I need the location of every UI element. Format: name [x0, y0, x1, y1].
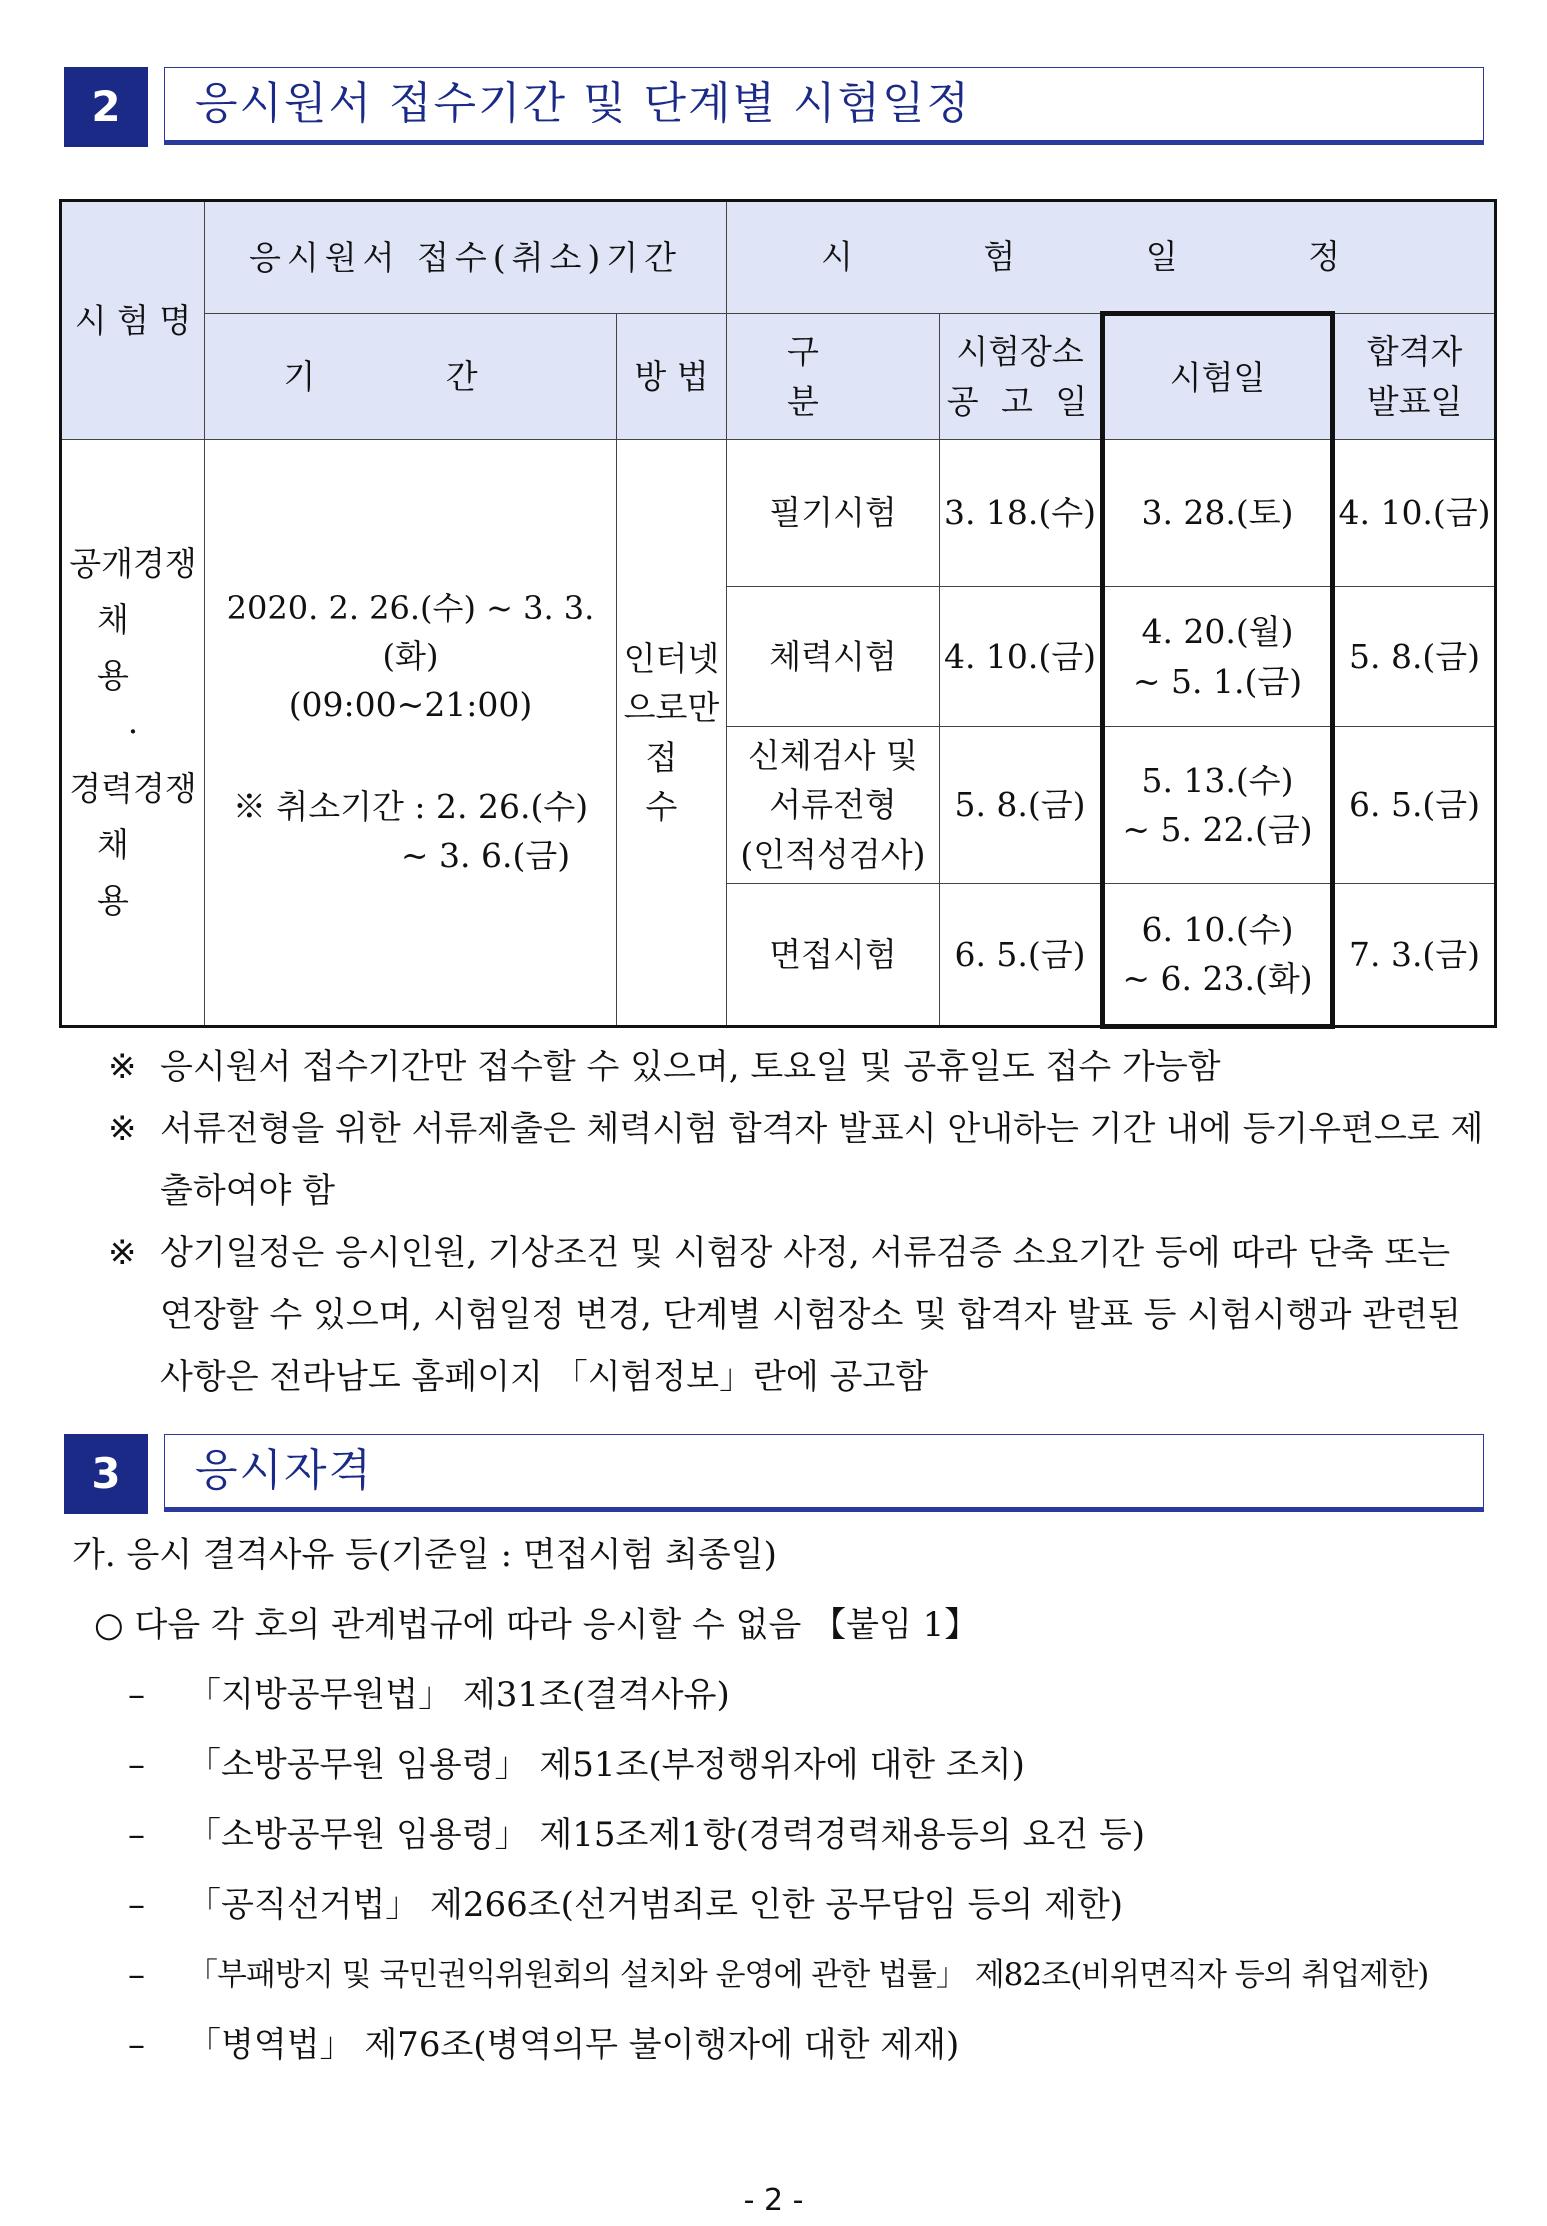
law-item: – 「병역법」 제76조(병역의무 불이행자에 대한 제재)	[72, 2010, 1492, 2080]
section-3-title: 응시자격	[164, 1434, 1484, 1512]
law-text: 「소방공무원 임용령」 제15조제1항(경력경력채용등의 요건 등)	[187, 1815, 1146, 1855]
qualification-body	[72, 1520, 1492, 2080]
section-3-header	[64, 1434, 1484, 1514]
law-text: 「부패방지 및 국민권익위원회의 설치와 운영에 관한 법률」 제82조(비위면직자 등의 취업제한)	[187, 1957, 1429, 1993]
exam-name-line: 경력경쟁	[69, 768, 197, 808]
header-exam-name: 시 험 명	[61, 201, 205, 440]
law-text: 「공직선거법」 제266조(선거범죄로 인한 공무담임 등의 제한)	[187, 1885, 1124, 1925]
law-item: – 「지방공무원법」 제31조(결격사유)	[72, 1660, 1492, 1730]
category-line: (인적성검사)	[740, 834, 926, 874]
header-venue-line2: 공 고 일	[946, 381, 1094, 421]
category-medical	[727, 727, 940, 884]
category-line: 서류전형	[769, 785, 897, 825]
method-cell	[617, 440, 727, 1027]
law-item: – 「소방공무원 임용령」 제51조(부정행위자에 대한 조치)	[72, 1730, 1492, 1800]
circle-item: ○ 다음 각 호의 관계법규에 따라 응시할 수 없음 【붙임 1】	[94, 1605, 979, 1645]
header-period: 기 간	[205, 314, 617, 440]
exam-name-cell	[61, 440, 205, 1027]
exam-date-interview	[1103, 884, 1333, 1027]
section-2-title: 응시원서 접수기간 및 단계별 시험일정	[164, 67, 1484, 145]
note-mark: ※	[108, 1109, 137, 1149]
header-venue-notice	[940, 314, 1103, 440]
note-text: 서류전형을 위한 서류제출은 체력시험 합격자 발표시 안내하는 기간 내에 등기우편으로 제출하여야 함	[160, 1109, 1484, 1211]
exam-date-line: ~ 5. 22.(금)	[1122, 810, 1313, 849]
law-item: – 「공직선거법」 제266조(선거범죄로 인한 공무담임 등의 제한)	[72, 1870, 1492, 1940]
law-text: 「지방공무원법」 제31조(결격사유)	[187, 1675, 730, 1715]
exam-schedule-table	[59, 199, 1497, 1029]
exam-date-line: 4. 20.(월)	[1141, 612, 1294, 651]
category-written: 필기시험	[727, 440, 940, 587]
section-2-header	[64, 67, 1484, 147]
header-result-date	[1333, 314, 1496, 440]
venue-physical: 4. 10.(금)	[940, 587, 1103, 727]
exam-date-medical	[1103, 727, 1333, 884]
category-line: 신체검사 및	[748, 735, 918, 775]
note-text: 상기일정은 응시인원, 기상조건 및 시험장 사정, 서류검증 소요기간 등에 따라 단축 또는 연장할 수 있으며, 시험일정 변경, 단계별 시험장소 및 합격자 발표 등 시험시행과 관련된 사항은 전라남도 홈페이지 「시험정보」란에 공고함	[160, 1233, 1461, 1397]
result-written: 4. 10.(금)	[1333, 440, 1496, 587]
venue-medical: 5. 8.(금)	[940, 727, 1103, 884]
page-number: - 2 -	[743, 2183, 804, 2218]
cancel-period-line2: ~ 3. 6.(금)	[400, 836, 571, 876]
method-line: 접 수	[645, 737, 698, 826]
law-item: – 「부패방지 및 국민권익위원회의 설치와 운영에 관한 법률」 제82조(비위면직자 등의 취업제한)	[72, 1940, 1492, 2010]
exam-date-line: ~ 6. 23.(화)	[1122, 959, 1313, 998]
section-2-number: 2	[64, 67, 148, 147]
header-venue-line1: 시험장소	[956, 332, 1084, 371]
exam-date-physical	[1103, 587, 1333, 727]
exam-name-line: 채 용	[97, 600, 169, 696]
note-mark: ※	[108, 1233, 137, 1273]
header-application-period: 응시원서 접수(취소)기간	[205, 201, 727, 314]
result-medical: 6. 5.(금)	[1333, 727, 1496, 884]
law-item: – 「소방공무원 임용령」 제15조제1항(경력경력채용등의 요건 등)	[72, 1800, 1492, 1870]
exam-date-line: 5. 13.(수)	[1141, 760, 1294, 800]
method-line: 으로만	[623, 688, 720, 727]
header-method: 방 법	[617, 314, 727, 440]
venue-written: 3. 18.(수)	[940, 440, 1103, 587]
cancel-period-line1: ※ 취소기간 : 2. 26.(수)	[232, 786, 589, 826]
note-item	[108, 1222, 1488, 1408]
header-exam-schedule: 시 험 일 정	[727, 201, 1496, 314]
period-time: (09:00~21:00)	[288, 685, 533, 725]
header-exam-date: 시험일	[1103, 314, 1333, 440]
exam-date-line: ~ 5. 1.(금)	[1132, 661, 1303, 701]
note-text: 응시원서 접수기간만 접수할 수 있으며, 토요일 및 공휴일도 접수 가능함	[160, 1047, 1221, 1087]
period-main: 2020. 2. 26.(수) ~ 3. 3.(화)	[226, 589, 595, 676]
period-cell	[205, 440, 617, 1027]
venue-interview: 6. 5.(금)	[940, 884, 1103, 1027]
section-3-number: 3	[64, 1434, 148, 1514]
law-text: 「소방공무원 임용령」 제51조(부정행위자에 대한 조치)	[187, 1745, 1025, 1785]
law-text: 「병역법」 제76조(병역의무 불이행자에 대한 제재)	[187, 2025, 960, 2065]
note-item	[108, 1036, 1488, 1098]
exam-name-line: 공개경쟁	[69, 544, 197, 584]
category-physical: 체력시험	[727, 587, 940, 727]
header-result-line1: 합격자	[1366, 332, 1463, 371]
method-line: 인터넷	[623, 638, 720, 678]
header-result-line2: 발표일	[1366, 381, 1463, 421]
exam-name-line: ·	[127, 712, 139, 752]
result-interview: 7. 3.(금)	[1333, 884, 1496, 1027]
note-item	[108, 1098, 1488, 1222]
header-category: 구 분	[727, 314, 940, 440]
result-physical: 5. 8.(금)	[1333, 587, 1496, 727]
exam-date-written: 3. 28.(토)	[1103, 440, 1333, 587]
subsection-a-title: 가. 응시 결격사유 등(기준일 : 면접시험 최종일)	[72, 1535, 777, 1575]
note-mark: ※	[108, 1047, 137, 1087]
exam-name-line: 채 용	[97, 824, 169, 920]
schedule-notes	[108, 1036, 1488, 1408]
category-interview: 면접시험	[727, 884, 940, 1027]
exam-date-line: 6. 10.(수)	[1141, 909, 1294, 949]
